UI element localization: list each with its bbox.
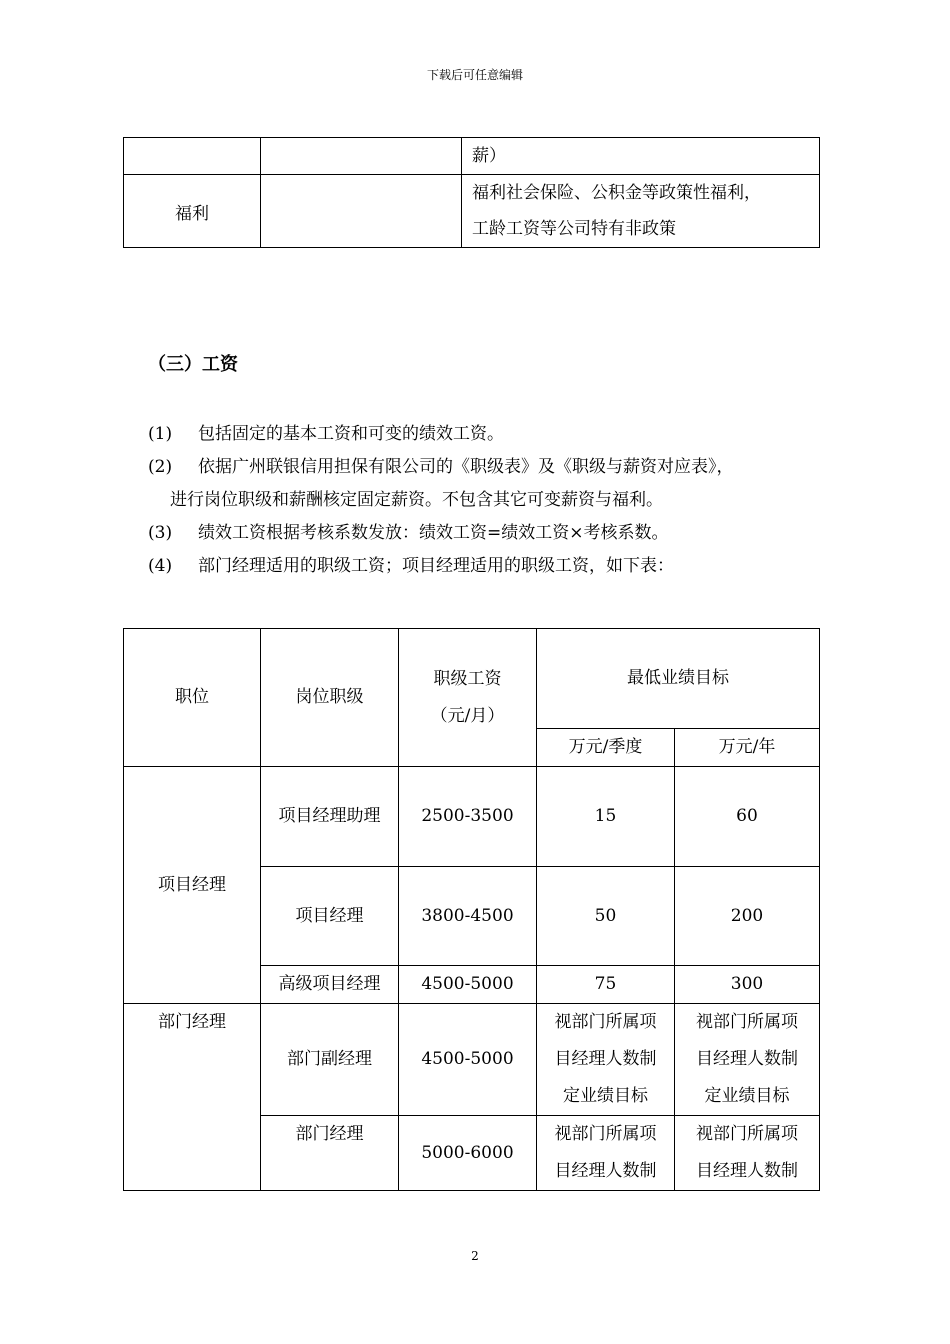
group-department-manager: 部门经理 — [124, 1004, 261, 1191]
header-target: 最低业绩目标 — [537, 629, 820, 729]
group-project-manager: 项目经理 — [124, 767, 261, 1004]
list-item: (4) 部门经理适用的职级工资；项目经理适用的职级工资，如下表： — [148, 556, 674, 576]
quarter-target-cell: 视部门所属项 目经理人数制 定业绩目标 — [537, 1004, 675, 1116]
year-target-cell: 200 — [675, 867, 820, 966]
quarter-target-cell: 15 — [537, 767, 675, 867]
page-number: 2 — [471, 1249, 479, 1263]
header-salary: 职级工资 （元/月） — [399, 629, 537, 767]
section-title: （三）工资 — [148, 354, 238, 375]
salary-cell: 2500-3500 — [399, 767, 537, 867]
salary-cell: 4500-5000 — [399, 966, 537, 1004]
header-per-quarter: 万元/季度 — [537, 729, 675, 767]
quarter-target-cell: 视部门所属项 目经理人数制 — [537, 1116, 675, 1191]
list-item: (3) 绩效工资根据考核系数发放：绩效工资=绩效工资×考核系数。 — [148, 523, 669, 543]
grade-cell: 高级项目经理 — [261, 966, 399, 1004]
table-cell — [261, 175, 462, 248]
year-target-cell: 视部门所属项 目经理人数制 定业绩目标 — [675, 1004, 820, 1116]
list-item: (1) 包括固定的基本工资和可变的绩效工资。 — [148, 424, 504, 444]
table-row — [124, 767, 820, 867]
benefits-description: 福利社会保险、公积金等政策性福利， 工龄工资等公司特有非政策 — [462, 175, 820, 248]
salary-grade-table — [123, 628, 820, 1191]
table-cell — [124, 138, 261, 175]
benefits-table — [123, 137, 820, 248]
header-grade: 岗位职级 — [261, 629, 399, 767]
salary-items-list — [148, 418, 734, 583]
year-target-cell: 视部门所属项 目经理人数制 — [675, 1116, 820, 1191]
grade-cell: 项目经理 — [261, 867, 399, 966]
grade-cell: 项目经理助理 — [261, 767, 399, 867]
grade-cell: 部门经理 — [261, 1116, 399, 1191]
table-row — [124, 1004, 820, 1116]
salary-cell: 4500-5000 — [399, 1004, 537, 1116]
table-cell: 薪） — [462, 138, 820, 175]
header-per-year: 万元/年 — [675, 729, 820, 767]
benefits-label: 福利 — [124, 175, 261, 248]
salary-cell: 3800-4500 — [399, 867, 537, 966]
quarter-target-cell: 50 — [537, 867, 675, 966]
table-cell — [261, 138, 462, 175]
grade-cell: 部门副经理 — [261, 1004, 399, 1116]
year-target-cell: 60 — [675, 767, 820, 867]
header-position: 职位 — [124, 629, 261, 767]
list-item: (2) 依据广州联银信用担保有限公司的《职级表》及《职级与薪资对应表》， — [148, 457, 734, 477]
salary-cell: 5000-6000 — [399, 1116, 537, 1191]
year-target-cell: 300 — [675, 966, 820, 1004]
page-header: 下载后可任意编辑 — [426, 68, 523, 82]
quarter-target-cell: 75 — [537, 966, 675, 1004]
list-item-continuation: 进行岗位职级和薪酬核定固定薪资。不包含其它可变薪资与福利。 — [170, 490, 663, 510]
